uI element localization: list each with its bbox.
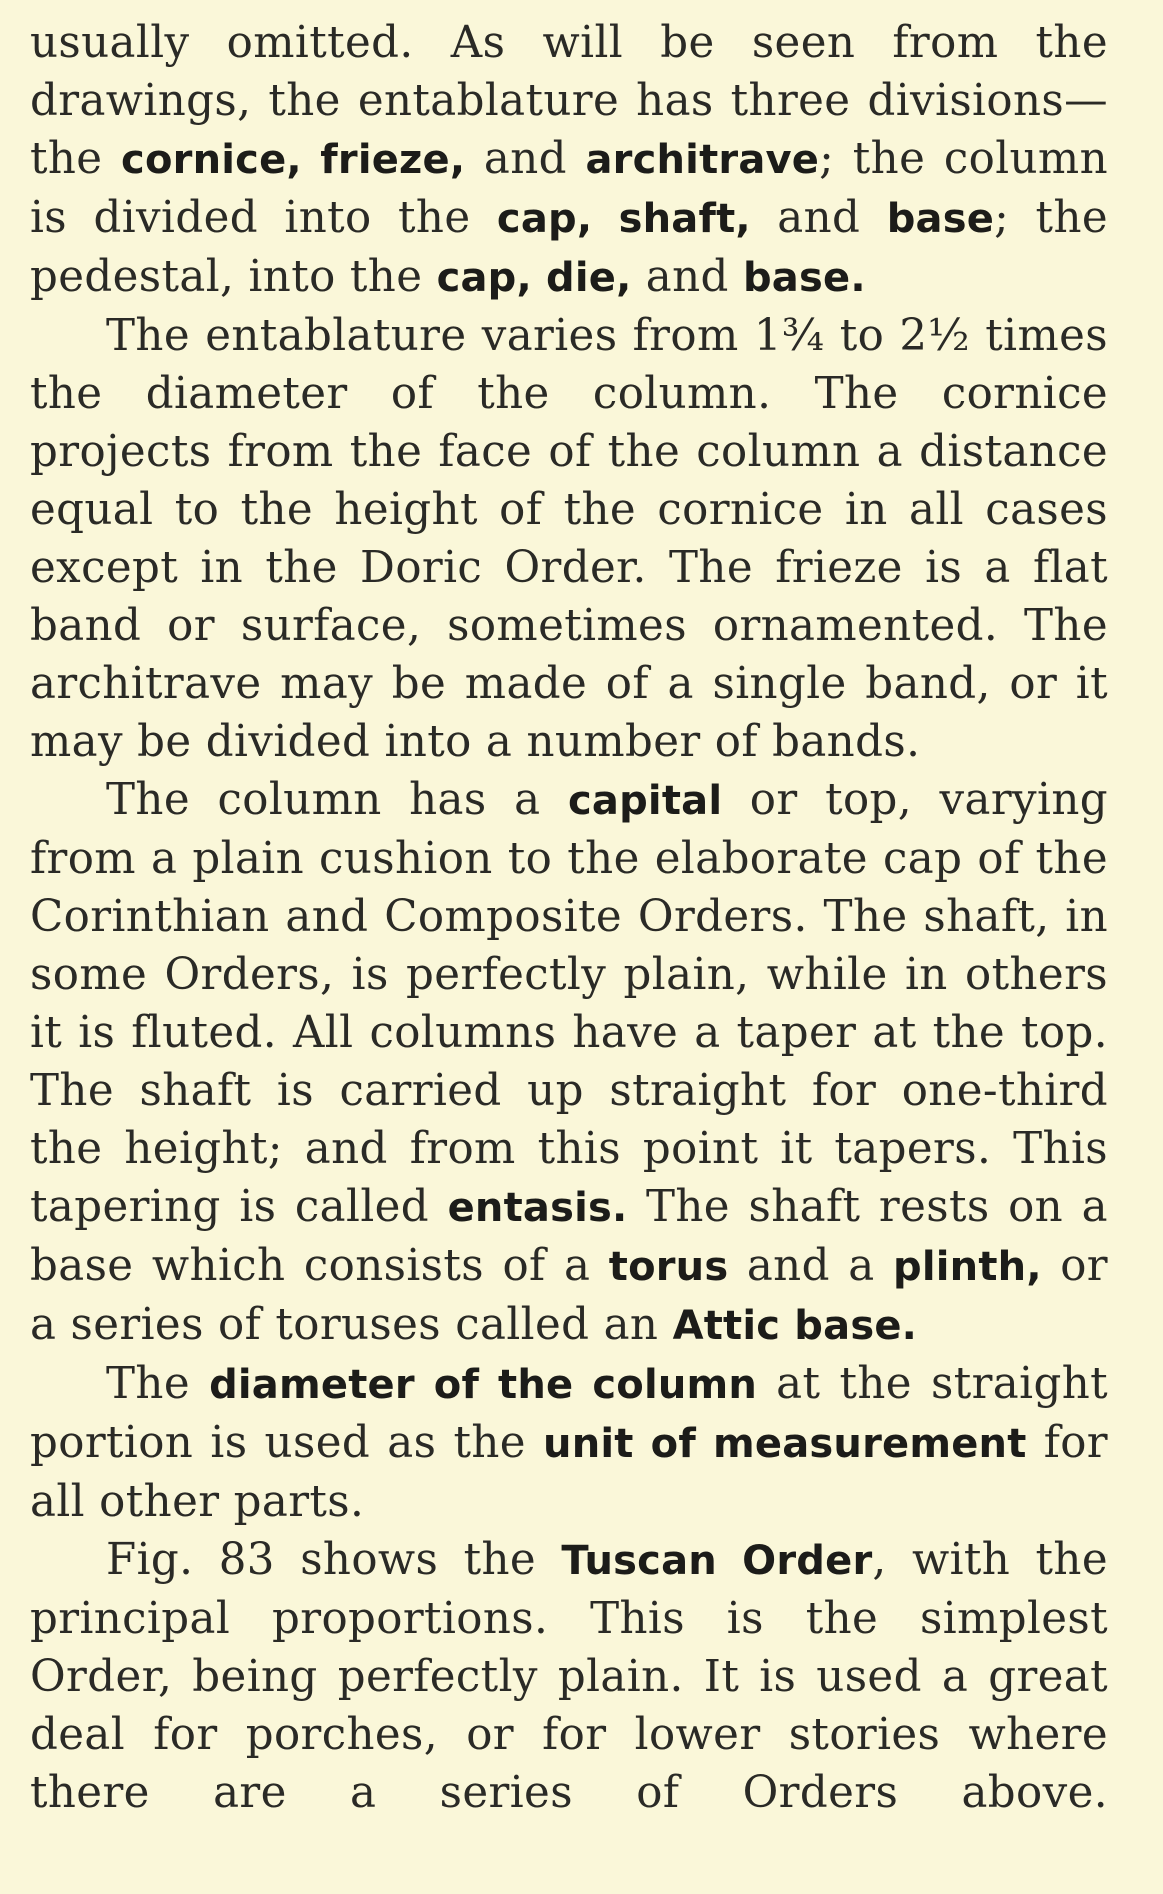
text-run: The (106, 1359, 210, 1409)
bold-term: cap, shaft, (496, 196, 751, 242)
text-run: or a series of toruses called an (30, 1241, 1108, 1350)
document-page (30, 14, 1108, 1822)
text-run: and (465, 134, 586, 184)
bold-term: base (886, 196, 995, 242)
bold-term: torus (608, 1244, 729, 1290)
paragraph (30, 1531, 1108, 1822)
text-run: The column has a (106, 775, 568, 825)
paragraph (30, 307, 1108, 771)
text-run: at the straight portion is used as the (30, 1359, 1108, 1468)
text-run: , with the principal proportions. This is the simplest Order, being perfectly plain. It is used a great deal for porches, or for lower stories where there are a series of Orders above. (30, 1535, 1108, 1818)
bold-term: Attic base. (672, 1303, 918, 1349)
text-run: The shaft rests on a base which consists of a (30, 1182, 1108, 1291)
bold-term: capital (567, 778, 723, 824)
text-run: The entablature varies from 1¾ to 2½ times the diameter of the column. The cornice projects from the face of the column a distance equal to the height of the cornice in all cases except in the Doric Order. The frieze is a flat band or surface, sometimes ornamented. The architrave may be made of a single band, or it may be divided into a number of bands. (30, 311, 1108, 767)
bold-term: Tuscan Order (561, 1538, 873, 1584)
text-run: and (631, 252, 743, 302)
text-run: ; the column is divided into the (30, 134, 1108, 243)
bold-term: entasis. (447, 1185, 628, 1231)
text-run: or top, varying from a plain cushion to the elaborate cap of the Corinthian and Composite Orders. The shaft, in some Orders, is perfectly plain, while in others it is fluted. All columns have a taper at the top. The shaft is carried up straight for one-third the height; and from this point it tapers. This tapering is called (30, 775, 1108, 1232)
text-run: and (750, 193, 887, 243)
bold-term: unit of measurement (543, 1421, 1027, 1467)
paragraph (30, 14, 1108, 307)
paragraph (30, 771, 1108, 1355)
text-run: ; the pedestal, into the (30, 193, 1108, 302)
bold-term: plinth, (893, 1244, 1042, 1290)
bold-term: diameter of the column (209, 1362, 758, 1408)
bold-term: cornice, frieze, (121, 137, 466, 183)
paragraph (30, 1355, 1108, 1531)
text-run: Fig. 83 shows the (106, 1535, 562, 1585)
text-run: for all other parts. (30, 1418, 1108, 1527)
bold-term: cap, die, (436, 255, 632, 301)
text-run: usually omitted. As will be seen from the drawings, the entablature has three divisions— the (30, 18, 1108, 184)
text-run: and a (728, 1241, 894, 1291)
bold-term: base. (742, 255, 866, 301)
bold-term: architrave (585, 137, 820, 183)
